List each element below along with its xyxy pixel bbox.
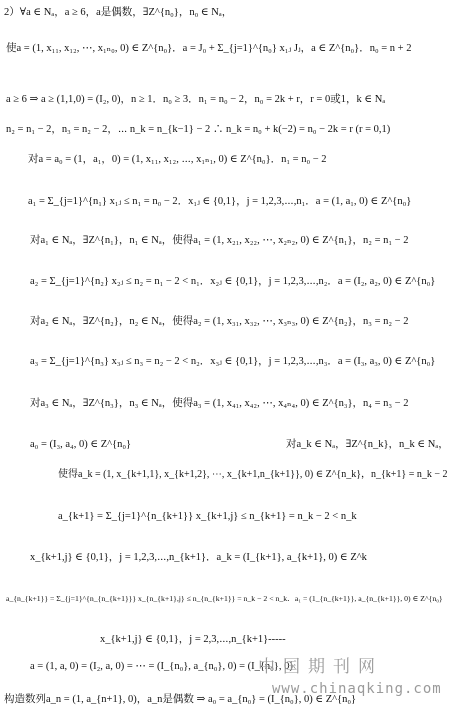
proof-line-4: n₂ = n₁ − 2，n₃ = n₂ − 2，⋯ n_k = n_{k−1} − 2 ∴ n_k = n₀ + k(−2) = n₀ − 2k = r (r = 0,1) bbox=[6, 124, 391, 135]
proof-line-20: 构造数列a_n = (1, a_{n+1}, 0)，a_n是偶数 ⇒ a₀ = a_{n₀} = (I_{n₀}, 0) ∈ Z^{n₀} bbox=[4, 694, 357, 705]
watermark-url: www.chinaqking.com bbox=[272, 681, 442, 697]
proof-line-10: a₃ = Σ_{j=1}^{n₃} x₃ⱼ ≤ n₃ = n₂ − 2 < n₂．x₃ⱼ ∈ {0,1}，j = 1,2,3,⋯,n₃．a = (I₃, a₃, 0) ∈ Z^{n₀} bbox=[30, 356, 436, 367]
proof-line-12: a₀ = (I₃, a₄, 0) ∈ Z^{n₀} bbox=[30, 439, 132, 450]
proof-line-3: a ≥ 6 ⇒ a ≥ (1,1,0) = (I₂, 0)，n ≥ 1．n₀ ≥ 3．n₁ = n₀ − 2，n₀ = 2k + r，r = 0或1，k ∈ Nₐ bbox=[6, 94, 386, 105]
proof-line-9: 对a₂ ∈ Nₐ，∃Z^{n₂}，n₂ ∈ Nₐ，使得a₂ = (1, x₃₁, x₃₂, ⋯, x₃ₙ₃, 0) ∈ Z^{n₂}，n₃ = n₂ − 2 bbox=[30, 316, 409, 327]
proof-line-18: x_{k+1,j} ∈ {0,1}，j = 2,3,⋯,n_{k+1}----- bbox=[100, 634, 286, 645]
proof-line-19: a = (1, a, 0) = (I₂, a, 0) = ⋯ = (I_{n₀}, a_{n₀}, 0) = (I_{n₀}, 0) bbox=[30, 661, 293, 672]
proof-line-5: 对a = a₀ = (1，a₁，0) = (1, x₁₁, x₁₂, ⋯, x₁ₙ₁, 0) ∈ Z^{n₀}．n₁ = n₀ − 2 bbox=[28, 154, 327, 165]
proof-line-1: 2）∀a ∈ Nₐ，a ≥ 6，a是偶数，∃Z^{n₀}，n₀ ∈ Nₐ， bbox=[4, 7, 233, 18]
proof-line-17: a_{n_{k+1}} = Σ_{j=1}^{n_{n_{k+1}}} x_{n_{k+1},j} ≤ n_{n_{k+1}} = n_k − 2 < n_k．a₁ = (1_{n_{k+1}}, a_{n_{k+1}}, 0) ∈ Z^{n₀} bbox=[6, 594, 443, 603]
proof-line-6: a₁ = Σ_{j=1}^{n₁} x₁ⱼ ≤ n₁ = n₀ − 2．x₁ⱼ ∈ {0,1}，j = 1,2,3,⋯,n₁．a = (1, a₁, 0) ∈ Z^{n₀} bbox=[28, 196, 412, 207]
proof-line-2: 使a = (1, x₁₁, x₁₂, ⋯, x₁ₙ₀, 0) ∈ Z^{n₀}．a = J₀ + Σ_{j=1}^{n₀} x₁ⱼ Jⱼ，a ∈ Z^{n₀}．n₀ = n + 2 bbox=[6, 43, 412, 54]
proof-line-16: x_{k+1,j} ∈ {0,1}，j = 1,2,3,⋯,n_{k+1}．a_k = (I_{k+1}, a_{k+1}, 0) ∈ Z^k bbox=[30, 552, 367, 563]
proof-line-11: 对a₃ ∈ Nₐ，∃Z^{n₃}，n₃ ∈ Nₐ，使得a₃ = (1, x₄₁, x₄₂, ⋯, x₄ₙ₄, 0) ∈ Z^{n₃}，n₄ = n₃ − 2 bbox=[30, 398, 409, 409]
watermark-chinese: 中国期刊网 bbox=[258, 657, 383, 677]
proof-line-8: a₂ = Σ_{j=1}^{n₂} x₂ⱼ ≤ n₂ = n₁ − 2 < n₁．x₂ⱼ ∈ {0,1}，j = 1,2,3,⋯,n₂．a = (I₂, a₂, 0) ∈ Z^{n₀} bbox=[30, 276, 436, 287]
proof-line-14: 使得a_k = (1, x_{k+1,1}, x_{k+1,2}, ⋯, x_{k+1,n_{k+1}}, 0) ∈ Z^{n_k}，n_{k+1} = n_k − 2 bbox=[58, 469, 448, 480]
proof-line-13: 对a_k ∈ Nₐ，∃Z^{n_k}，n_k ∈ Nₐ， bbox=[286, 439, 449, 450]
proof-line-7: 对a₁ ∈ Nₐ，∃Z^{n₁}，n₁ ∈ Nₐ，使得a₁ = (1, x₂₁, x₂₂, ⋯, x₂ₙ₂, 0) ∈ Z^{n₁}，n₂ = n₁ − 2 bbox=[30, 235, 409, 246]
proof-line-15: a_{k+1} = Σ_{j=1}^{n_{k+1}} x_{k+1,j} ≤ n_{k+1} = n_k − 2 < n_k bbox=[58, 511, 357, 522]
